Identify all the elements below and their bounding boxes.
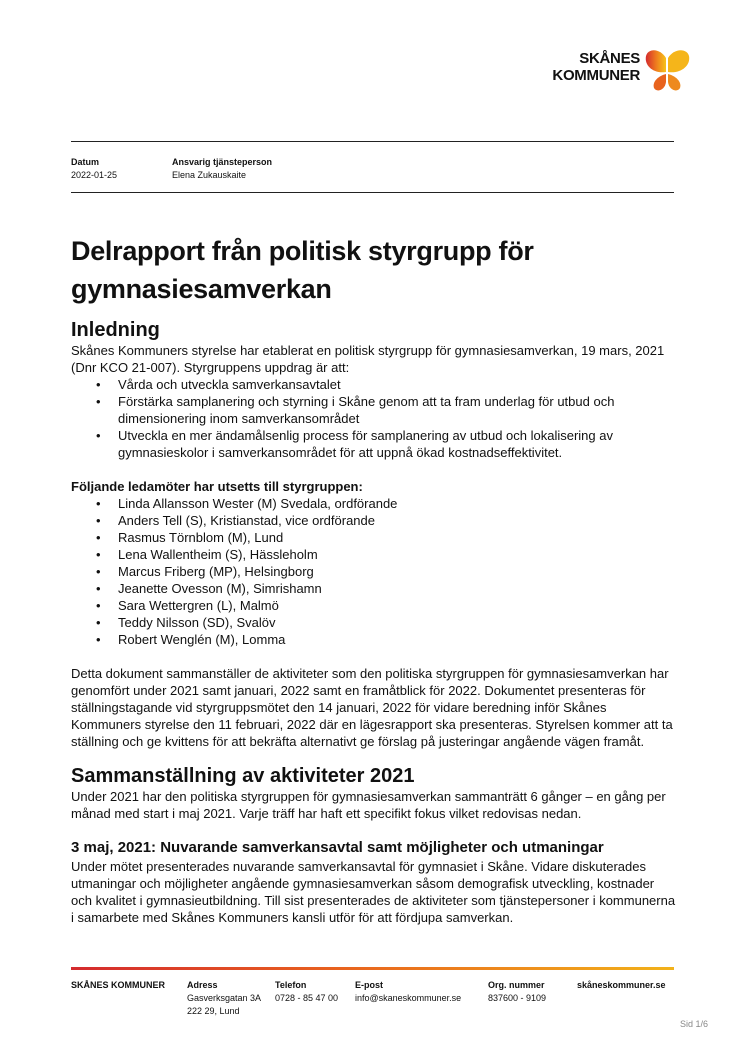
date-label: Datum [71, 157, 100, 167]
list-item: • Vårda och utveckla samverkansavtalet [118, 376, 676, 393]
list-item: • Jeanette Ovesson (M), Simrishamn [118, 580, 676, 597]
website-link[interactable]: skåneskommuner.se [577, 980, 666, 990]
person-block [172, 156, 272, 182]
task-list [71, 376, 676, 461]
email-label: E-post [355, 980, 383, 990]
address-label: Adress [187, 980, 218, 990]
footer-gradient-line [71, 967, 674, 970]
person-value: Elena Zukauskaite [172, 170, 247, 180]
list-item: • Marcus Friberg (MP), Helsingborg [118, 563, 676, 580]
list-item: • Linda Allansson Wester (M) Svedala, ordförande [118, 495, 676, 512]
paragraph: Under mötet presenterades nuvarande samverkansavtal för gymnasiet i Skåne. Vidare diskuterades utmaningar och möjligheter angående gymnasiesamverkan såsom demografisk utveckling, kostnader och kvalitet i gymnasieutbildning. Till sist presenterades de aktiviteter som tjänstepersoner i kommunerna i samarbete med Skånes Kommuners kansli utför för att fördjupa samverkan. [71, 859, 676, 925]
footer-org: SKÅNES KOMMUNER [71, 980, 166, 990]
phone-value: 0728 - 85 47 00 [275, 993, 339, 1003]
person-label: Ansvarig tjänsteperson [172, 157, 273, 167]
list-item: • Förstärka samplanering och styrning i Skåne genom att ta fram underlag för utbud och dimensionering inom samverkansområdet [118, 393, 676, 427]
list-item: • Teddy Nilsson (SD), Svalöv [118, 614, 676, 631]
phone-label: Telefon [275, 980, 307, 990]
divider [71, 141, 674, 142]
page-title: Delrapport från politisk styrgrupp för gymnasiesamverkan [71, 236, 534, 304]
list-item: • Sara Wettergren (L), Malmö [118, 597, 676, 614]
subsection-heading: 3 maj, 2021: Nuvarande samverkansavtal samt möjligheter och utmaningar [71, 839, 604, 856]
orgnr-value: 837600 - 9109 [488, 993, 547, 1003]
divider [71, 192, 674, 193]
list-item: • Utveckla en mer ändamålsenlig process för samplanering av utbud och lokalisering av gymnasieskolor i samverkansområdet för att uppnå ökad kostnadseffektivitet. [118, 427, 676, 461]
document-body [71, 232, 676, 926]
list-item: • Rasmus Törnblom (M), Lund [118, 529, 676, 546]
date-value: 2022-01-25 [71, 170, 118, 180]
page-number: Sid 1/6 [680, 1019, 709, 1029]
date-block [71, 156, 117, 182]
members-list [71, 495, 676, 648]
skanes-kommuner-logo [548, 48, 693, 92]
list-item: • Robert Wenglén (M), Lomma [118, 631, 676, 648]
list-item: • Lena Wallentheim (S), Hässleholm [118, 546, 676, 563]
list-item: • Anders Tell (S), Kristianstad, vice ordförande [118, 512, 676, 529]
paragraph: Skånes Kommuners styrelse har etablerat en politisk styrgrupp för gymnasiesamverkan, 19 mars, 2021 (Dnr KCO 21-007). Styrgruppens uppdrag är att: [71, 343, 665, 375]
address-line2: 222 29, Lund [187, 1006, 240, 1016]
logo-line1: SKÅNES [579, 50, 640, 67]
orgnr-label: Org. nummer [488, 980, 545, 990]
address-line1: Gasverksgatan 3A [187, 993, 262, 1003]
email-link[interactable]: info@skaneskommuner.se [355, 993, 462, 1003]
logo-line2: KOMMUNER [552, 67, 640, 84]
section-heading: Sammanställning av aktiviteter 2021 [71, 765, 415, 787]
paragraph: Under 2021 har den politiska styrgruppen för gymnasiesamverkan sammanträtt 6 gånger – en gång per månad med start i maj 2021. Varje träff har haft ett specifikt fokus vilket redovisas nedan. [71, 789, 666, 821]
members-heading: Följande ledamöter har utsetts till styrgruppen: [71, 479, 363, 494]
paragraph: Detta dokument sammanställer de aktiviteter som den politiska styrgruppen för gymnasiesamverkan har genomfört under 2021 samt januari, 2022 samt en framåtblick för 2022. Dokumentet presenteras för ställningstagande vid styrgruppsmötet den 14 januari, 2022 för vidare beredning inför Skånes Kommuners styrelse den 11 februari, 2022 där en lägesrapport ska presenteras. Styrelsen kommer att ta ställning och ge kvittens för att bekräfta alternativt ge förslag på justeringar angående vägen framåt. [71, 666, 673, 749]
section-heading: Inledning [71, 319, 160, 341]
butterfly-icon [644, 48, 692, 92]
